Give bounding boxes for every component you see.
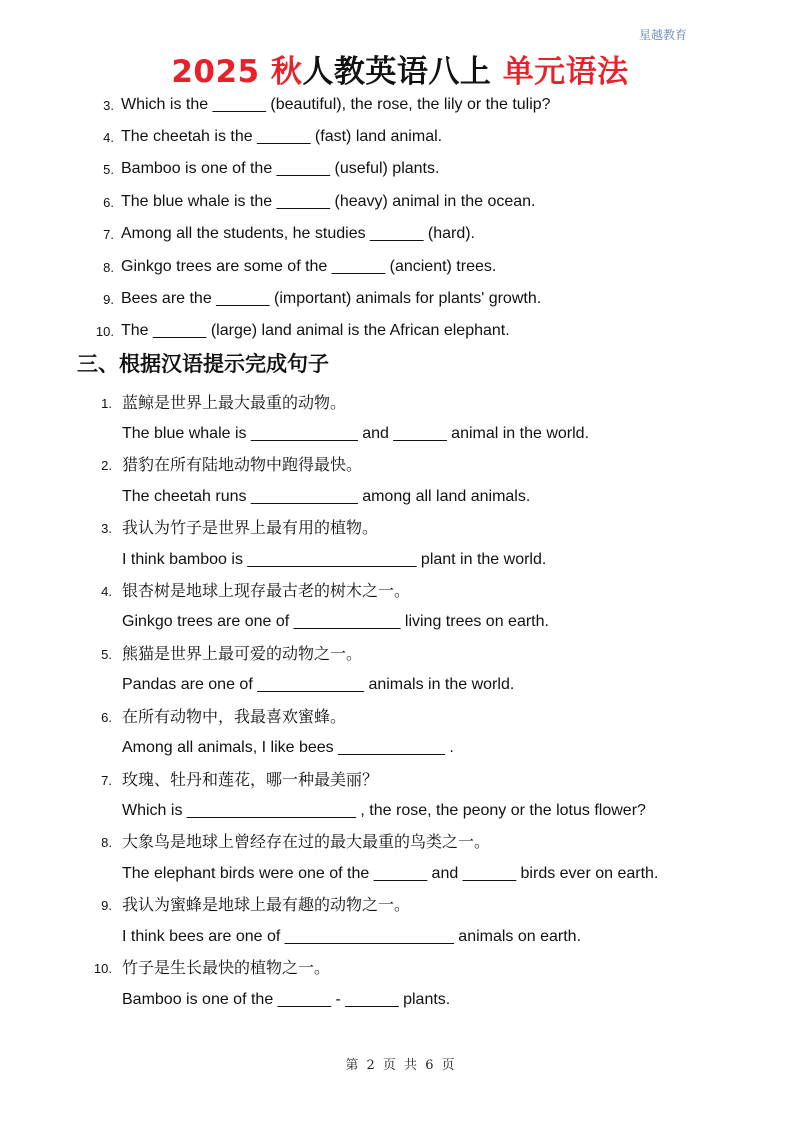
item-number: 3. [103, 98, 114, 113]
item-number: 7. [103, 227, 114, 242]
item-number: 8. [101, 835, 112, 850]
watermark: 星越教育 [638, 28, 687, 42]
chinese-prompt: 在所有动物中，我最喜欢蜜蜂。 [122, 707, 347, 726]
item-number: 2. [101, 458, 112, 473]
item-number: 4. [103, 130, 114, 145]
chinese-prompt: 我认为竹子是世界上最有用的植物。 [122, 518, 379, 537]
item-number: 10. [93, 961, 112, 976]
english-sentence: The blue whale is ____________ and ______ animal in the world. [122, 425, 590, 442]
chinese-prompt: 玫瑰、牡丹和莲花，哪一种最美丽？ [122, 770, 379, 789]
chinese-prompt: 大象鸟是地球上曾经存在过的最大最重的鸟类之一。 [122, 832, 491, 851]
title-topic: 单元语法 [502, 54, 629, 90]
item-number: 10. [95, 324, 114, 339]
item-text: The ______ (large) land animal is the African elephant. [121, 322, 510, 339]
section-heading: 三、根据汉语提示完成句子 [77, 352, 329, 376]
item-text: Ginkgo trees are some of the ______ (ancient) trees. [121, 258, 497, 275]
chinese-prompt: 猎豹在所有陆地动物中跑得最快。 [122, 455, 363, 474]
english-sentence: The cheetah runs ____________ among all land animals. [122, 488, 531, 505]
title-year: 2025 秋 [171, 54, 303, 90]
page-number: 第 2 页 共 6 页 [345, 1058, 455, 1073]
chinese-prompt: 蓝鲸是世界上最大最重的动物。 [122, 393, 347, 412]
item-number: 5. [101, 647, 112, 662]
item-text: Bamboo is one of the ______ (useful) plants. [121, 160, 440, 177]
item-number: 4. [101, 584, 112, 599]
item-number: 7. [101, 773, 112, 788]
item-number: 3. [101, 521, 112, 536]
item-text: The cheetah is the ______ (fast) land animal. [121, 128, 443, 145]
item-number: 8. [103, 260, 114, 275]
item-text: Among all the students, he studies ______ (hard). [121, 225, 475, 242]
item-number: 1. [101, 396, 112, 411]
english-sentence: Which is ___________________ , the rose, the peony or the lotus flower? [122, 802, 646, 819]
item-number: 9. [101, 898, 112, 913]
english-sentence: I think bees are one of ___________________ animals on earth. [122, 928, 582, 945]
item-text: Bees are the ______ (important) animals for plants' growth. [121, 290, 542, 307]
english-sentence: Pandas are one of ____________ animals in the world. [122, 676, 515, 693]
title-course: 人教英语八上 [302, 54, 492, 90]
chinese-prompt: 银杏树是地球上现存最古老的树木之一。 [122, 581, 411, 600]
english-sentence: Among all animals, I like bees ____________ . [122, 739, 454, 756]
item-number: 5. [103, 162, 114, 177]
page-title [0, 46, 800, 91]
item-number: 6. [101, 710, 112, 725]
english-sentence: Ginkgo trees are one of ____________ living trees on earth. [122, 613, 549, 630]
chinese-prompt: 熊猫是世界上最可爱的动物之一。 [122, 644, 363, 663]
item-text: The blue whale is the ______ (heavy) animal in the ocean. [121, 193, 536, 210]
item-number: 6. [103, 195, 114, 210]
english-sentence: Bamboo is one of the ______ - ______ plants. [122, 991, 451, 1008]
english-sentence: I think bamboo is ___________________ plant in the world. [122, 551, 547, 568]
chinese-prompt: 我认为蜜蜂是地球上最有趣的动物之一。 [122, 895, 411, 914]
item-number: 9. [103, 292, 114, 307]
english-sentence: The elephant birds were one of the ______ and ______ birds ever on earth. [122, 865, 659, 882]
chinese-prompt: 竹子是生长最快的植物之一。 [122, 958, 331, 977]
item-text: Which is the ______ (beautiful), the rose, the lily or the tulip? [121, 96, 551, 113]
